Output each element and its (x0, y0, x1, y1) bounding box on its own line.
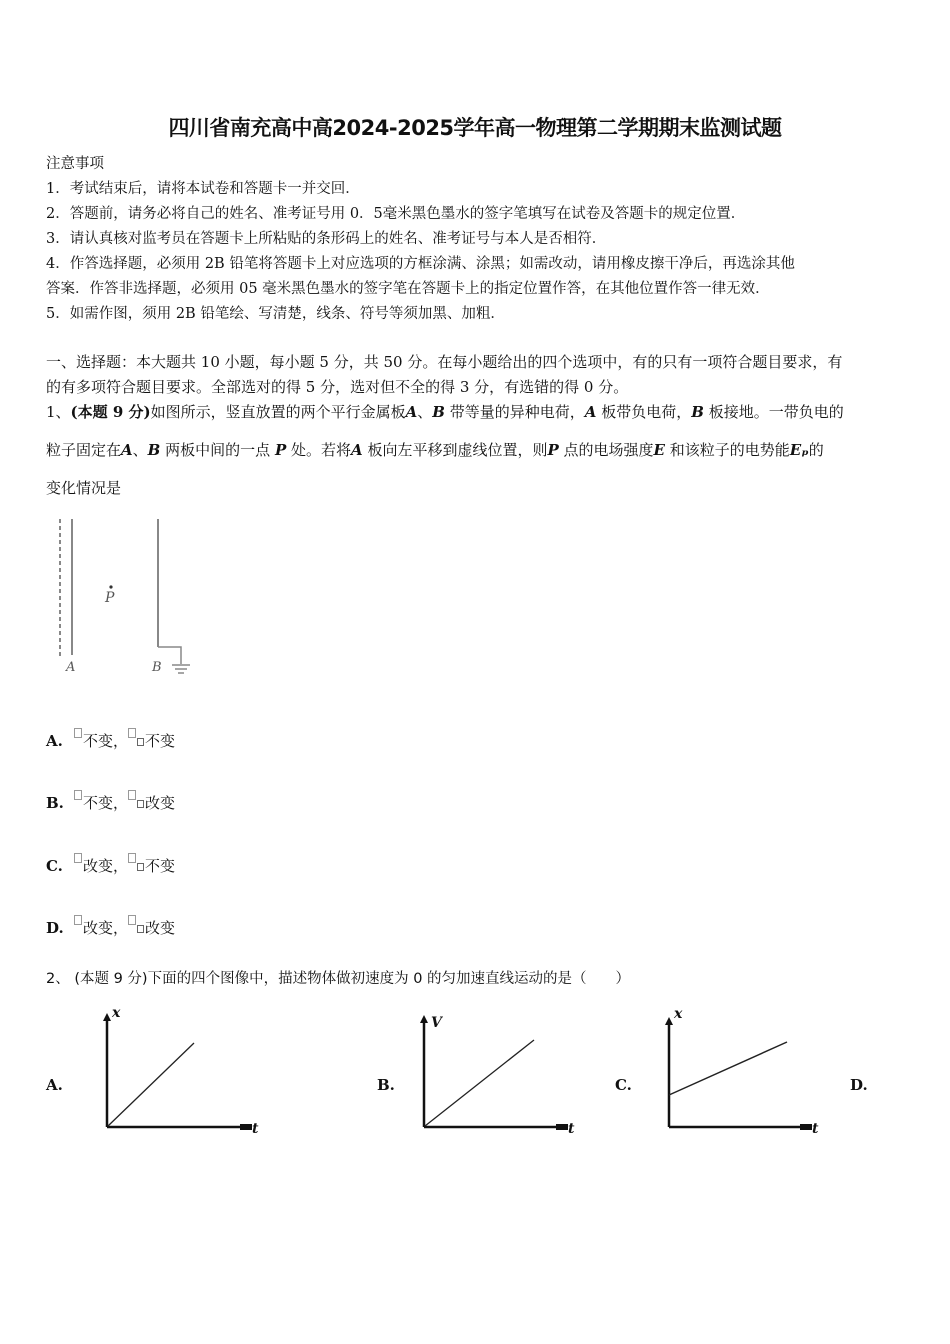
var-b: B (147, 441, 161, 459)
question-text: 的 (808, 441, 824, 459)
question-text: 板向左平移到虚线位置，则 (367, 441, 548, 459)
option-d[interactable] (46, 917, 175, 938)
page-title: 四川省南充高中高2024-2025学年高一物理第二学期期末监测试题 (168, 116, 782, 140)
option-text: 不变 (145, 857, 176, 875)
missing-glyph-icon (74, 915, 82, 925)
question-text: 板接地。一带负电的 (708, 403, 844, 421)
missing-glyph-icon (128, 728, 136, 738)
question-1-line3: 变化情况是 (46, 479, 122, 497)
missing-glyph-icon (74, 853, 82, 863)
graph-c (662, 1005, 832, 1135)
option-c[interactable] (46, 855, 175, 876)
notice-heading: 注意事项 (46, 156, 104, 172)
option-a[interactable] (46, 730, 175, 751)
var-b: B (432, 403, 445, 421)
option-text: 不变 (145, 732, 176, 750)
missing-glyph-icon (137, 800, 144, 808)
y-axis-label: x (674, 1006, 683, 1022)
var-p: P (547, 441, 559, 459)
option-b[interactable] (46, 792, 175, 813)
var-a: A (121, 441, 133, 459)
question-text: 粒子固定在 (46, 441, 122, 459)
question-text: 带等量的异种电荷， (449, 403, 585, 421)
option-text: 改变 (145, 919, 176, 937)
separator: 、 (417, 403, 433, 421)
question-text: 点的电场强度 (563, 441, 654, 459)
option-label: B. (46, 794, 64, 812)
question-text: 处。若将 (291, 441, 352, 459)
option-text: 改变 (145, 794, 176, 812)
missing-glyph-icon (128, 790, 136, 800)
missing-glyph-icon (137, 738, 144, 746)
var-a: A (405, 403, 418, 421)
point-p-label: P (105, 590, 115, 606)
graph-a (100, 1005, 270, 1135)
separator: 、 (132, 441, 148, 459)
graph-c-label[interactable]: C. (615, 1076, 632, 1094)
graph-b (418, 1005, 588, 1135)
graph-a-label[interactable]: A. (46, 1076, 63, 1094)
notice-item-4: 4．作答选择题，必须用 2B 铅笔将答题卡上对应选项的方框涂满、涂黑；如需改动，请用橡皮擦干净后，再选涂其他 (46, 256, 795, 272)
var-e: E (653, 441, 665, 459)
x-axis-label: t (568, 1121, 575, 1137)
plate-a-label: A (66, 660, 76, 675)
missing-glyph-icon (128, 853, 136, 863)
question-score: (本题 9 分) (70, 403, 151, 421)
option-label: D. (46, 919, 64, 937)
option-label: A. (46, 732, 63, 750)
var-ep: Eₚ (789, 441, 809, 459)
question-1-line1 (46, 401, 844, 422)
plate-b-label: B (152, 660, 162, 675)
section-instructions-line1: 一、选择题：本大题共 10 小题，每小题 5 分，共 50 分。在每小题给出的四个选项中，有的只有一项符合题目要求，有 (46, 353, 843, 371)
var-b: B (691, 403, 704, 421)
missing-glyph-icon (74, 728, 82, 738)
y-axis-label: x (112, 1005, 121, 1021)
graph-d-label[interactable]: D. (850, 1076, 868, 1094)
question-2-text: 2、 (本题 9 分)下面的四个图像中，描述物体做初速度为 0 的匀加速直线运动的是（ ） (46, 971, 631, 987)
option-text: 改变， (83, 857, 129, 875)
question-text: 板带负电荷， (601, 403, 692, 421)
capacitor-figure (40, 505, 220, 685)
option-text: 不变， (83, 732, 129, 750)
missing-glyph-icon (137, 863, 144, 871)
var-a: A (351, 441, 363, 459)
question-text: 如图所示，竖直放置的两个平行金属板 (150, 403, 406, 421)
question-number: 1、 (46, 403, 71, 421)
x-axis-label: t (812, 1121, 819, 1137)
missing-glyph-icon (74, 790, 82, 800)
option-label: C. (46, 857, 63, 875)
point-p (109, 585, 112, 588)
notice-item-4-cont: 答案．作答非选择题，必须用 05 毫米黑色墨水的签字笔在答题卡上的指定位置作答，在其他位置作答一律无效． (46, 281, 770, 297)
option-text: 改变， (83, 919, 129, 937)
notice-item-5: 5．如需作图，须用 2B 铅笔绘、写清楚，线条、符号等须加黑、加粗． (46, 306, 505, 322)
graph-b-label[interactable]: B. (377, 1076, 395, 1094)
option-text: 不变， (83, 794, 129, 812)
notice-item-2: 2．答题前，请务必将自己的姓名、准考证号用 0．5毫米黑色墨水的签字笔填写在试卷及答题卡的规定位置． (46, 206, 746, 222)
var-a: A (584, 403, 597, 421)
x-axis-label: t (252, 1121, 259, 1137)
missing-glyph-icon (137, 925, 144, 933)
notice-item-1: 1．考试结束后，请将本试卷和答题卡一并交回． (46, 181, 360, 197)
notice-item-3: 3．请认真核对监考员在答题卡上所粘贴的条形码上的姓名、准考证号与本人是否相符． (46, 231, 607, 247)
var-p: P (274, 441, 287, 459)
missing-glyph-icon (128, 915, 136, 925)
section-instructions-line2: 的有多项符合题目要求。全部选对的得 5 分，选对但不全的得 3 分，有选错的得 0 分。 (46, 378, 629, 396)
question-text: 和该粒子的电势能 (669, 441, 790, 459)
question-text: 两板中间的一点 (165, 441, 271, 459)
question-1-line2 (46, 439, 824, 460)
y-axis-label: V (431, 1015, 442, 1031)
